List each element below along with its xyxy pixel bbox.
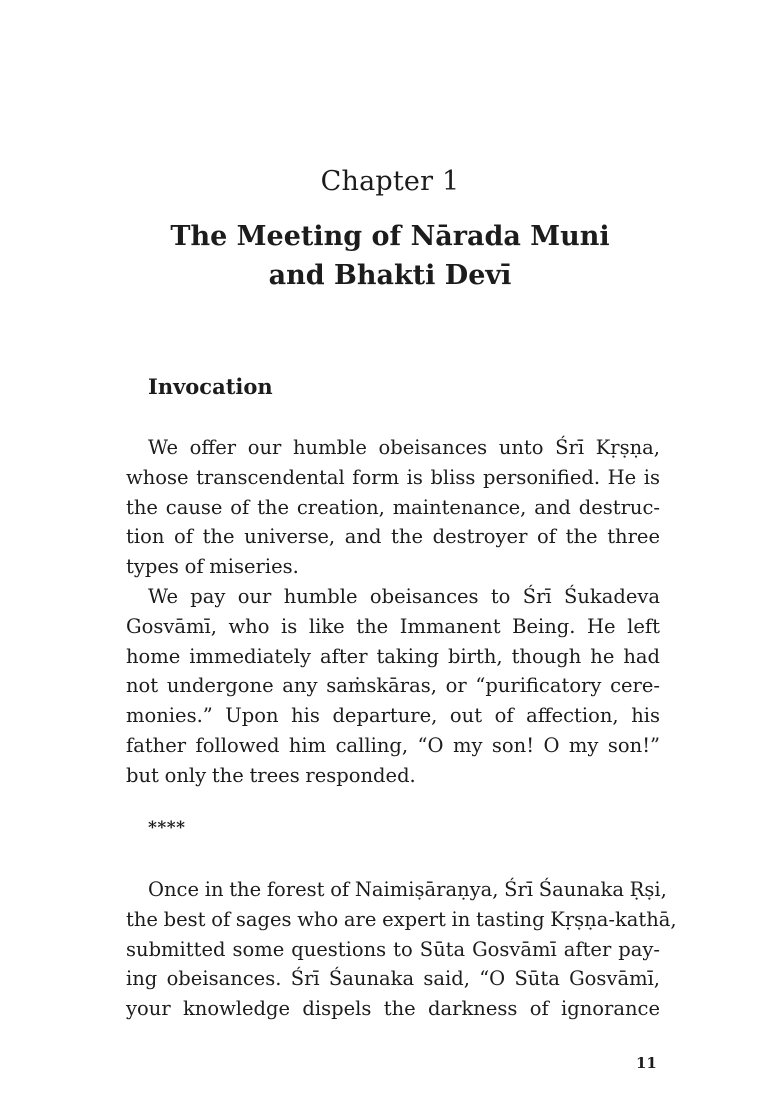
paragraph-narrative-1 — [126, 875, 677, 1024]
text-line: types of miseries. — [126, 555, 299, 579]
text-line: ing obeisances. Śrī Śaunaka said, “O Sūta Gosvāmī, — [126, 967, 660, 991]
paragraph-invocation-2 — [126, 582, 660, 791]
text-line: whose transcendental form is bliss personified. He is — [126, 465, 660, 489]
chapter-label: Chapter 1 — [320, 166, 460, 197]
paragraph-invocation-1 — [126, 433, 660, 582]
text-line: Once in the forest of Naimiṣāraṇya, Śrī Śaunaka Ṛṣi, — [148, 878, 667, 901]
text-line: home immediately after taking birth, though he had — [126, 644, 660, 668]
text-line: but only the trees responded. — [126, 763, 416, 787]
text-line: tion of the universe, and the destroyer of the three — [126, 525, 660, 549]
text-line: submitted some questions to Sūta Gosvāmī after pay- — [126, 937, 660, 961]
text-line: the best of sages who are expert in tasting Kṛṣṇa-kathā, — [126, 907, 677, 931]
section-heading: Invocation — [148, 374, 273, 399]
text-line: father followed him calling, “O my son! O my son!” — [126, 733, 660, 757]
text-line: We offer our humble obeisances unto Śrī Kṛṣṇa, — [148, 436, 660, 459]
chapter-title-line-2: and Bhakti Devī — [268, 260, 512, 291]
page-number: 11 — [636, 1054, 657, 1072]
chapter-title-line-1: The Meeting of Nārada Muni — [170, 221, 610, 252]
text-line: your knowledge dispels the darkness of ignorance — [126, 997, 660, 1021]
section-separator: **** — [148, 818, 186, 838]
text-line: the cause of the creation, maintenance, and destruc- — [126, 495, 660, 519]
text-line: not undergone any saṁskāras, or “purificatory cere- — [126, 674, 660, 698]
text-line: We pay our humble obeisances to Śrī Śukadeva — [148, 585, 660, 608]
text-line: Gosvāmī, who is like the Immanent Being. He left — [126, 614, 660, 638]
chapter-title — [0, 217, 780, 295]
text-line: monies.” Upon his departure, out of affection, his — [126, 704, 660, 728]
